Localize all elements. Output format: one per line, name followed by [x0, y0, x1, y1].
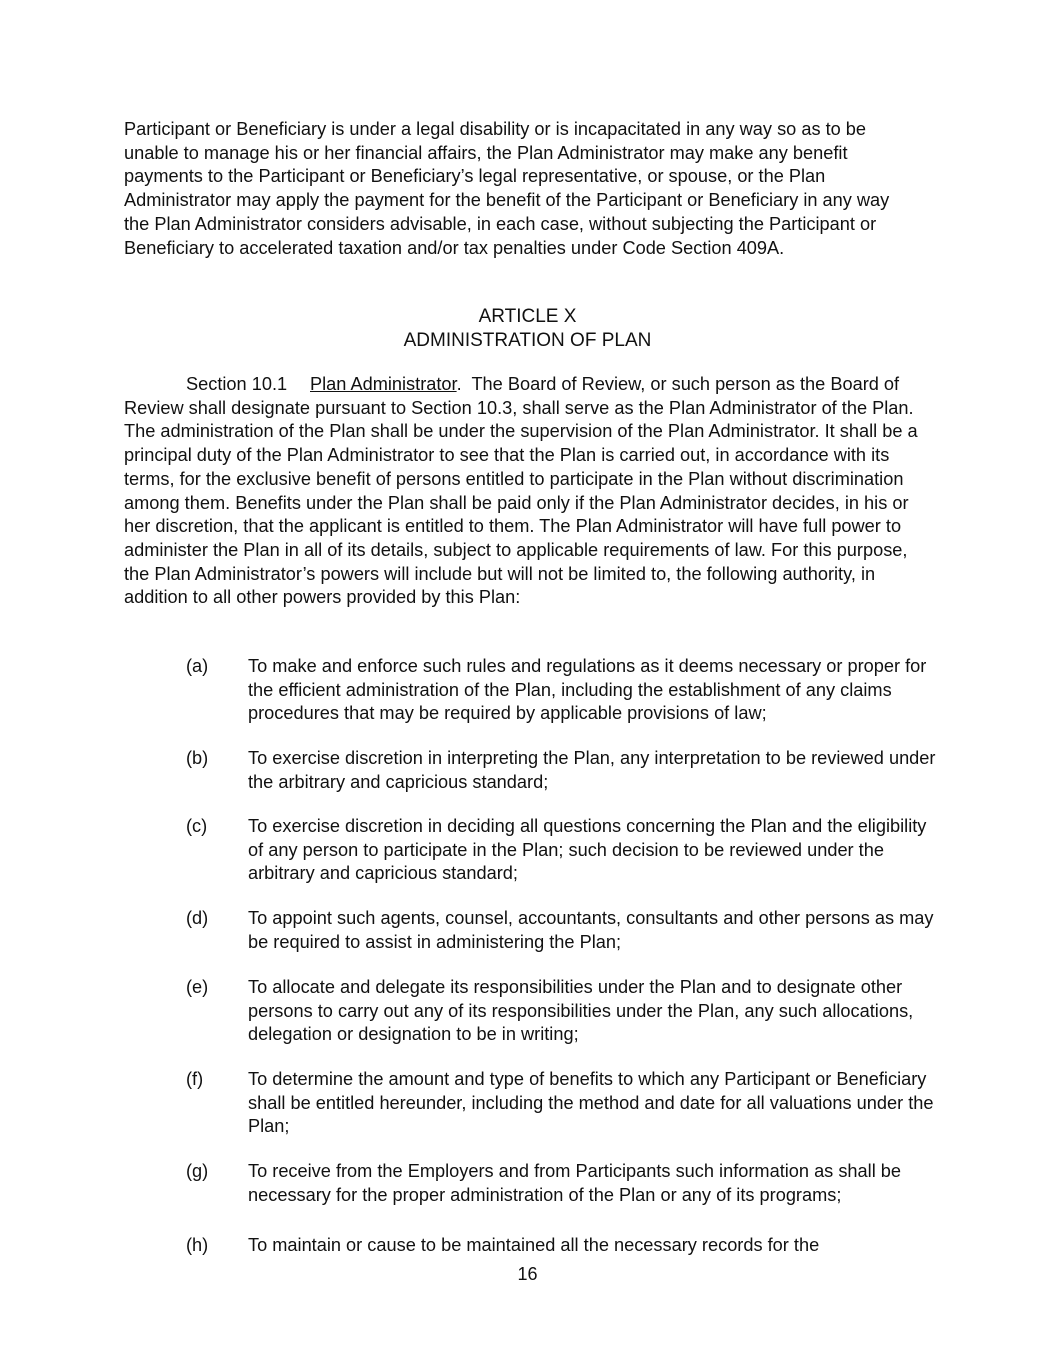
- list-item-text: To exercise discretion in deciding all questions concerning the Plan and the eligibility of any person to participate in the Plan; such decision to be reviewed under the arbitrary and capricious standard;: [248, 816, 927, 884]
- list-item-text: To determine the amount and type of benefits to which any Participant or Beneficiary shall be entitled hereunder, including the method and date for all valuations under the Plan;: [248, 1069, 934, 1137]
- article-title: ARTICLE X: [478, 306, 577, 327]
- list-marker: (e): [186, 977, 209, 997]
- intro-paragraph: Participant or Beneficiary is under a legal disability or is incapacitated in any way so as to be unable to manage his or her financial affairs, the Plan Administrator may make any benefit payments to the Participant or Beneficiary’s legal representative, or spouse, or the Plan Administrator may apply the payment for the benefit of the Participant or Beneficiary in any way the Plan Administrator considers advisable, in each case, without subjecting the Participant or Beneficiary to accelerated taxation and/or tax penalties under Code Section 409A.: [124, 119, 890, 258]
- list-item-text: To exercise discretion in interpreting the Plan, any interpretation to be reviewed under the arbitrary and capricious standard;: [248, 748, 936, 792]
- list-item-text: To allocate and delegate its responsibilities under the Plan and to designate other persons to carry out any of its responsibilities under the Plan, any such allocations, delegation or designation to be in writing;: [248, 977, 914, 1045]
- list-marker: (h): [186, 1235, 209, 1255]
- list-item-text: To maintain or cause to be maintained all the necessary records for the: [248, 1235, 820, 1255]
- section-number: Section 10.1: [186, 374, 288, 394]
- section-title: Plan Administrator: [310, 374, 457, 394]
- article-subtitle: ADMINISTRATION OF PLAN: [403, 330, 652, 351]
- list-marker: (b): [186, 748, 209, 768]
- list-item-text: To make and enforce such rules and regulations as it deems necessary or proper for the efficient administration of the Plan, including the establishment of any claims procedures that may be required by applicable provisions of law;: [248, 656, 927, 724]
- list-marker: (d): [186, 908, 209, 928]
- section-10-1-paragraph: [124, 373, 930, 610]
- list-item-text: To receive from the Employers and from Participants such information as shall be necessary for the proper administration of the Plan or any of its programs;: [248, 1161, 902, 1205]
- page-number: 16: [517, 1264, 538, 1284]
- list-marker: (a): [186, 656, 209, 676]
- section-body: The Board of Review, or such person as the Board of Review shall designate pursuant to Section 10.3, shall serve as the Plan Administrator of the Plan. The administration of the Plan shall be under the supervision of the Plan Administrator. It shall be a principal duty of the Plan Administrator to see that the Plan is carried out, in accordance with its terms, for the exclusive benefit of persons entitled to participate in the Plan without discrimination among them. Benefits under the Plan shall be paid only if the Plan Administrator decides, in his or her discretion, that the applicant is entitled to them. The Plan Administrator will have full power to administer the Plan in all of its details, subject to applicable requirements of law. For this purpose, the Plan Administrator’s powers will include but will not be limited to, the following authority, in addition to all other powers provided by this Plan:: [124, 374, 918, 608]
- list-marker: (f): [186, 1069, 204, 1089]
- list-item-text: To appoint such agents, counsel, accountants, consultants and other persons as may be required to assist in administering the Plan;: [248, 908, 934, 952]
- list-marker: (c): [186, 816, 208, 836]
- section-title-suffix: .: [456, 374, 462, 394]
- list-marker: (g): [186, 1161, 209, 1181]
